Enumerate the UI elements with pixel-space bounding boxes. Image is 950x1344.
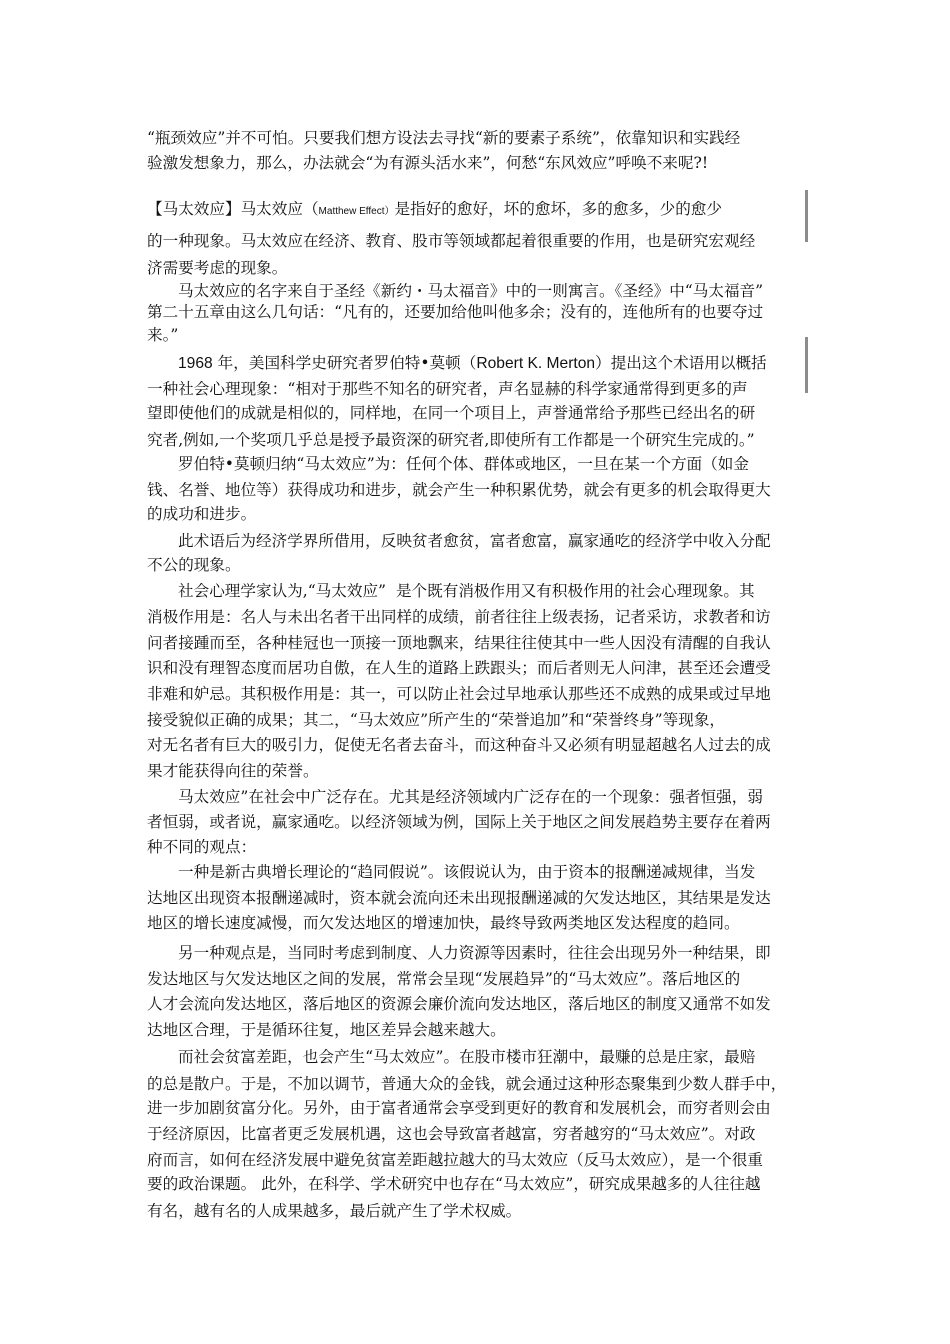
margin-change-bar <box>805 190 808 242</box>
text-line: 济需要考虑的现象。 <box>147 259 288 277</box>
text-line <box>178 349 950 377</box>
text-line: 的总是散户。于是，不加以调节，普通大众的金钱，就会通过这种形态聚集到少数人群手中， <box>147 1075 787 1093</box>
latin-term: Matthew Effect） <box>318 206 395 217</box>
text-line: 者恒弱，或者说，赢家通吃。以经济领域为例，国际上关于地区之间发展趋势主要存在着两 <box>147 813 771 831</box>
latin-term: Robert K. Merton <box>476 355 596 372</box>
text-line: 究者,例如,一个奖项几乎总是授予最资深的研究者,即使所有工作都是一个研究生完成的。” <box>147 431 755 449</box>
text-run: ）提出这个术语用以概括 <box>595 354 767 372</box>
text-line: 种不同的观点： <box>147 838 257 856</box>
text-line: 进一步加剧贫富分化。另外，由于富者通常会享受到更好的教育和发展机会，而穷者则会由 <box>147 1099 771 1117</box>
text-line: 有名，越有名的人成果越多，最后就产生了学术权威。 <box>147 1202 522 1220</box>
text-line: 验激发想象力，那么，办法就会“为有源头活水来”，何愁“东风效应”呼唤不来呢?! <box>147 154 709 172</box>
text-line: 地区的增长速度减慢，而欠发达地区的增速加快，最终导致两类地区发达程度的趋同。 <box>147 914 740 932</box>
text-line: “瓶颈效应”并不可怕。只要我们想方设法去寻找“新的要素子系统”，依靠知识和实践经 <box>147 129 741 147</box>
text-line: 一种是新古典增长理论的“趋同假说”。该假说认为，由于资本的报酬递减规律，当发 <box>178 863 756 881</box>
text-line: 识和没有理智态度而居功自傲，在人生的道路上跌跟头；而后者则无人问津，甚至还会遭受 <box>147 659 771 677</box>
text-run: 1968 年，美国科学史研究者罗伯特•莫顿（ <box>178 354 477 372</box>
text-line: 要的政治课题。 此外，在科学、学术研究中也存在“马太效应”，研究成果越多的人往往越 <box>147 1175 761 1193</box>
text-line <box>147 195 950 223</box>
text-line: 达地区合理，于是循环往复，地区差异会越来越大。 <box>147 1021 506 1039</box>
text-run: 【马太效应】马太效应（ <box>147 200 319 218</box>
text-line: 的一种现象。马太效应在经济、教育、股市等领域都起着很重要的作用，也是研究宏观经 <box>147 232 756 250</box>
text-line: 非难和妒忌。其积极作用是：其一，可以防止社会过早地承认那些还不成熟的成果或过早地 <box>147 685 771 703</box>
text-line: 果才能获得向往的荣誉。 <box>147 762 319 780</box>
text-line: 达地区出现资本报酬递减时，资本就会流向还未出现报酬递减的欠发达地区，其结果是发达 <box>147 889 771 907</box>
text-line: 望即使他们的成就是相似的，同样地，在同一个项目上，声誉通常给予那些已经出名的研 <box>147 404 756 422</box>
text-line: 的成功和进步。 <box>147 505 257 523</box>
text-line: 马太效应”在社会中广泛存在。尤其是经济领域内广泛存在的一个现象：强者恒强，弱 <box>178 788 763 806</box>
text-line: 人才会流向发达地区，落后地区的资源会廉价流向发达地区，落后地区的制度又通常不如发 <box>147 995 771 1013</box>
text-line: 对无名者有巨大的吸引力，促使无名者去奋斗，而这种奋斗又必须有明显超越名人过去的成 <box>147 736 771 754</box>
text-line: 府而言，如何在经济发展中避免贫富差距越拉越大的马太效应（反马太效应），是一个很重 <box>147 1151 763 1169</box>
text-line: 不公的现象。 <box>147 556 241 574</box>
text-line: 来。” <box>147 326 179 344</box>
text-line: 马太效应的名字来自于圣经《新约・马太福音》中的一则寓言。《圣经》中“马太福音” <box>178 282 764 300</box>
text-line: 发达地区与欠发达地区之间的发展，常常会呈现“发展趋异”的“马太效应”。落后地区的 <box>147 970 741 988</box>
text-line: 社会心理学家认为,“马太效应” 是个既有消极作用又有积极作用的社会心理现象。其 <box>178 582 755 600</box>
text-line: 消极作用是：名人与未出名者干出同样的成绩，前者往往上级表扬，记者采访，求教者和访 <box>147 608 771 626</box>
text-line: 此术语后为经济学界所借用，反映贫者愈贫，富者愈富，赢家通吃的经济学中收入分配 <box>178 532 771 550</box>
text-line: 罗伯特•莫顿归纳“马太效应”为：任何个体、群体或地区，一旦在某一个方面（如金 <box>178 455 749 473</box>
text-line: 第二十五章由这么几句话：“凡有的，还要加给他叫他多余；没有的，连他所有的也要夺过 <box>147 303 764 321</box>
margin-change-bar <box>805 337 808 393</box>
text-line: 另一种观点是，当同时考虑到制度、人力资源等因素时，往往会出现另外一种结果，即 <box>178 944 771 962</box>
text-line: 于经济原因，比富者更乏发展机遇，这也会导致富者越富，穷者越穷的“马太效应”。对政 <box>147 1125 756 1143</box>
text-line: 钱、名誉、地位等）获得成功和进步，就会产生一种积累优势，就会有更多的机会取得更大 <box>147 481 771 499</box>
text-run: 是指好的愈好，坏的愈坏，多的愈多，少的愈少 <box>394 200 722 218</box>
text-line: 问者接踵而至，各种桂冠也一顶接一顶地飘来，结果往往使其中一些人因没有清醒的自我认 <box>147 634 771 652</box>
text-line: 而社会贫富差距，也会产生“马太效应”。在股市楼市狂潮中，最赚的总是庄家，最赔 <box>178 1048 756 1066</box>
text-line: 一种社会心理现象：“相对于那些不知名的研究者，声名显赫的科学家通常得到更多的声 <box>147 380 748 398</box>
text-line: 接受貌似正确的成果；其二，“马太效应”所产生的“荣誉追加”和“荣誉终身”等现象， <box>147 711 726 729</box>
